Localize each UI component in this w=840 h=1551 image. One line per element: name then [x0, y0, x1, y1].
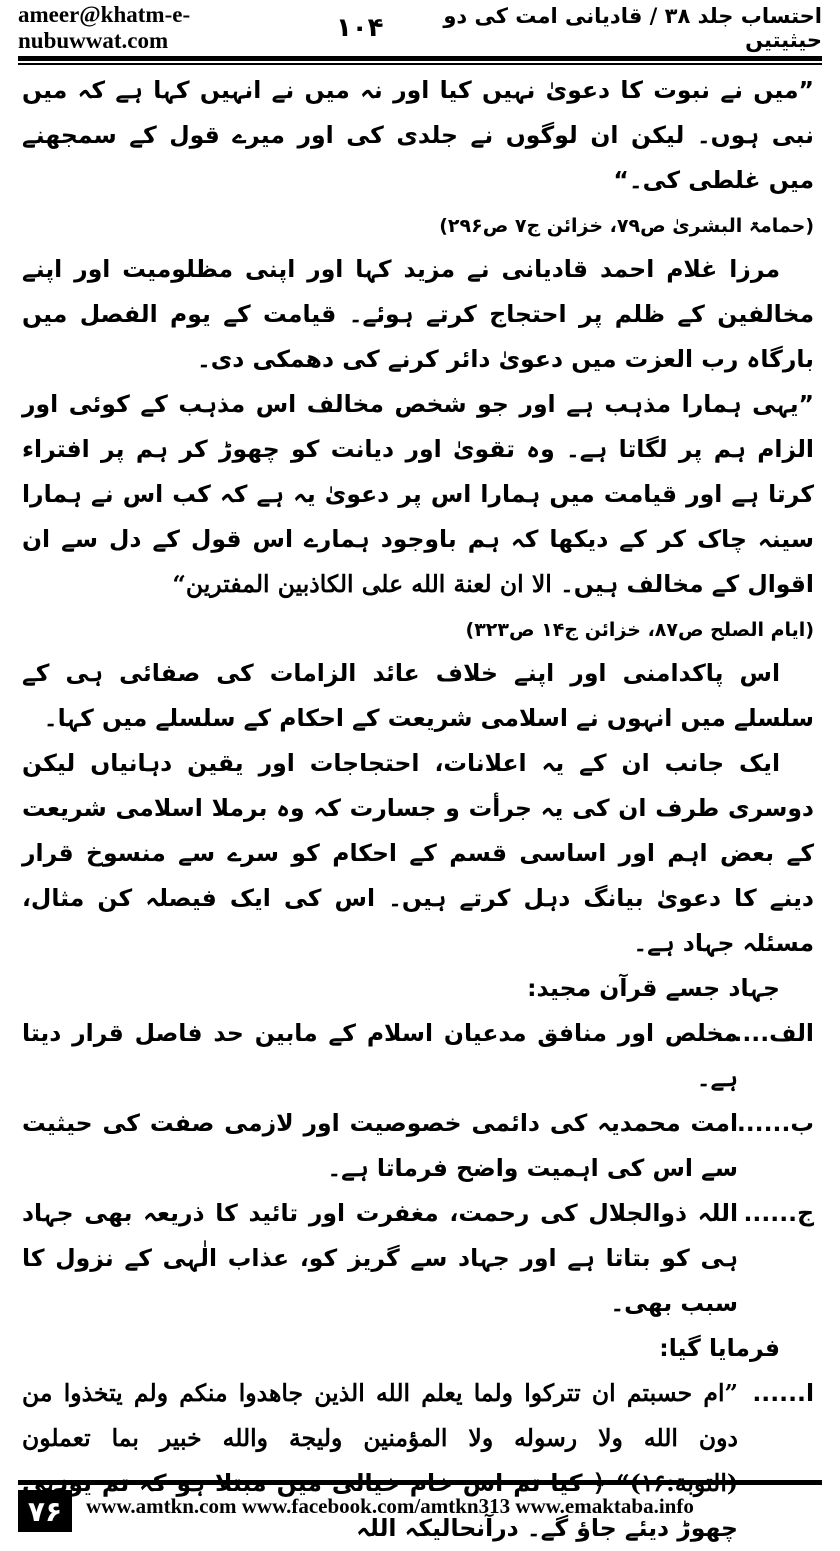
- footer-page-badge: ۷۶: [18, 1490, 72, 1532]
- reference-2: (ایام الصلح ص۸۷، خزائن ج۱۴ ص۳۲۳): [465, 619, 814, 641]
- paragraph-2: مرزا غلام احمد قادیانی نے مزید کہا اور اپنی مظلومیت اور اپنے مخالفین کے ظلم پر احتجاج کرتے ہوئے۔ قیامت کے یوم الفصل میں بارگاہ رب العزت میں دعویٰ دائر کرنے کی دھمکی دی۔: [22, 255, 814, 373]
- footer-rule: [18, 1480, 822, 1485]
- footer-links: www.amtkn.com www.facebook.com/amtkn313 www.emaktaba.info: [86, 1494, 694, 1518]
- header-left: [18, 2, 384, 54]
- paragraph-7: فرمایا گیا:: [659, 1334, 780, 1362]
- list-item: [22, 1191, 814, 1326]
- paragraph-5: ایک جانب ان کے یہ اعلانات، احتجاجات اور یقین دہانیاں لیکن دوسری طرف ان کی یہ جرأت و جسارت کہ وہ برملا اسلامی شریعت کے بعض اہم اور اساسی قسم کے احکام کو سرے سے منسوخ قرار دینے کا دعویٰ بیانگ دہل کرتے ہیں۔ اس کی ایک فیصلہ کن مثال، مسئلہ جہاد ہے۔: [22, 749, 814, 957]
- list-item-mark: الف......: [715, 1019, 814, 1047]
- quote-paragraph-3-text: ”یہی ہمارا مذہب ہے اور جو شخص مخالف اس مذہب کے کوئی اور الزام ہم پر لگاتا ہے۔ وہ تقویٰ اور دیانت کو چھوڑ کر ہم پر افتراء کرتا ہے اور قیامت میں ہمارا اس پر دعویٰ یہ ہے کہ کب اس نے ہمارا سینہ چاک کر کے دیکھا کہ ہم باوجود ہمارے اس قول کے دل سے ان اقوال کے مخالف ہیں۔: [22, 390, 814, 598]
- list-item: [22, 1101, 814, 1191]
- list-item-text: اللہ ذوالجلال کی رحمت، مغفرت اور تائید کا ذریعہ بھی جہاد ہی کو بتاتا ہے اور جہاد سے گریز کو، عذاب الٰہی کے نزول کا سبب بھی۔: [22, 1199, 738, 1317]
- reference-1: (حمامۃ البشریٰ ص۷۹، خزائن ج۷ ص۲۹۶): [439, 215, 814, 237]
- page-number: ۱۰۴: [335, 13, 384, 43]
- paragraph-4: اس پاکدامنی اور اپنے خلاف عائد الزامات کی صفائی ہی کے سلسلے میں انہوں نے اسلامی شریعت کے احکام کے سلسلے میں کہا۔: [22, 659, 814, 732]
- quote-paragraph-3-arabic: الا ان لعنة الله علی الکاذبین المفترین“: [172, 570, 552, 598]
- list-item-mark: ب......: [736, 1109, 814, 1137]
- header-email: ameer@khatm-e-nubuwwat.com: [18, 2, 191, 53]
- header-rule-thick: [18, 56, 822, 61]
- book-title: احتساب جلد ۳۸ / قادیانی امت کی دو حیثیتیں: [443, 4, 822, 52]
- verse-arabic: ”ام حسبتم ان تترکوا ولما یعلم الله الذین جاھدوا منکم ولم یتخذوا من دون الله ولا رسوله ولا المؤمنین ولیجة والله خبیر بما تعملون: [22, 1379, 738, 1452]
- page-header: [18, 0, 822, 56]
- header-rule-thin: [18, 63, 822, 65]
- verse-translation: چھوڑ دیئے جاؤ گے۔ درآنحالیکہ اللہ: [356, 1514, 738, 1542]
- page-footer: [18, 1480, 822, 1540]
- quote-paragraph-3: [22, 382, 814, 607]
- paragraph-6: جہاد جسے قرآن مجید:: [527, 974, 780, 1002]
- list-item: [22, 1011, 814, 1101]
- verse-mark: ا......: [752, 1379, 814, 1407]
- list-item-mark: ج......: [743, 1199, 814, 1227]
- list-item-text: امت محمدیہ کی دائمی خصوصیت اور لازمی صفت کی حیثیت سے اس کی اہمیت واضح فرماتا ہے۔: [22, 1109, 738, 1182]
- quote-paragraph-1: ”میں نے نبوت کا دعویٰ نہیں کیا اور نہ میں نے انہیں کہا ہے کہ میں نبی ہوں۔ لیکن ان لوگوں نے جلدی کی اور میرے قول کے سمجھنے میں غلطی کی۔“: [22, 76, 814, 194]
- list-item-text: مخلص اور منافق مدعیان اسلام کے مابین حد فاصل قرار دیتا ہے۔: [22, 1019, 738, 1092]
